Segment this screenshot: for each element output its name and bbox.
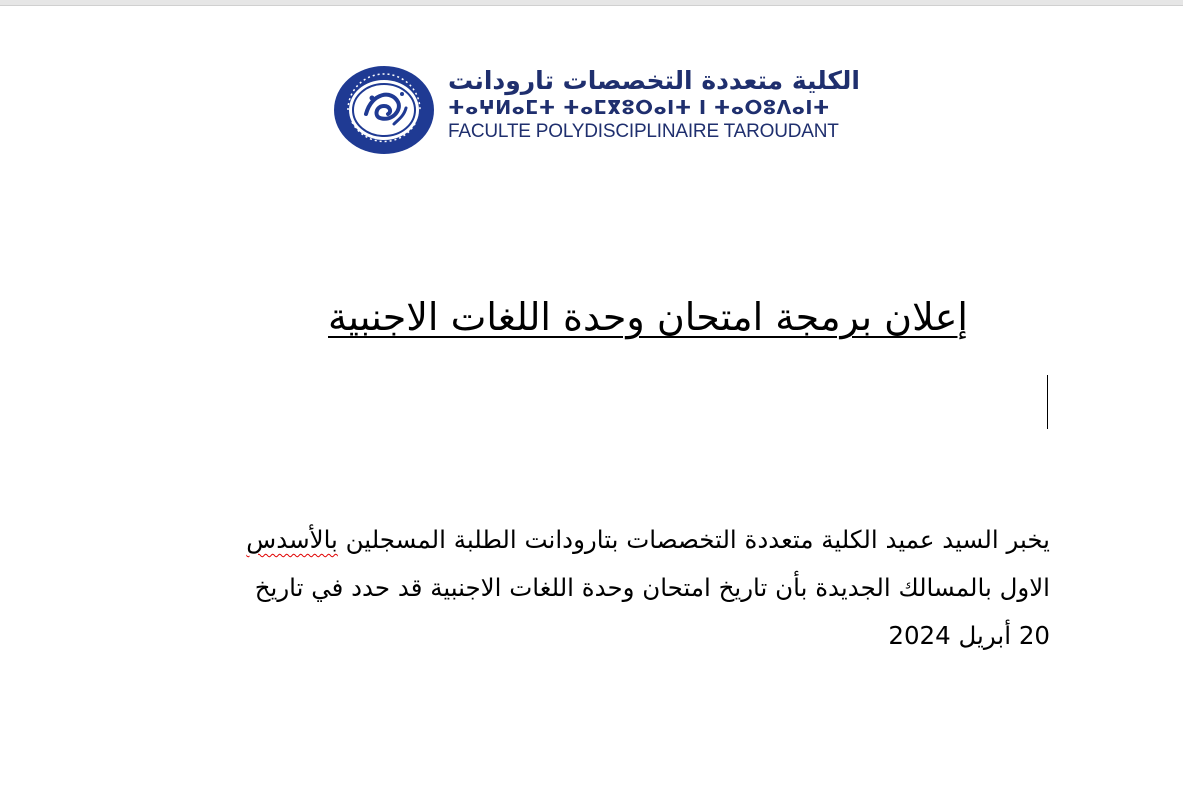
- body-line-3-date: 20 أبريل 2024: [888, 621, 1050, 650]
- faculty-name-tifinagh: ⵜⴰⵖⵍⴰⵎⵜ ⵜⴰⵎⴳⵓⵔⴰⵏⵜ ⵏ ⵜⴰⵔⵓⴷⴰⵏⵜ: [448, 97, 831, 119]
- body-line-2: الاول بالمسالك الجديدة بأن تاريخ امتحان وحدة اللغات الاجنبية قد حدد في تاريخ: [254, 573, 1050, 602]
- spellcheck-flagged-word[interactable]: بالأسدس: [246, 525, 338, 554]
- announcement-body: [130, 516, 1050, 660]
- faculty-name-arabic: الكلية متعددة التخصصات تارودانت: [448, 66, 860, 95]
- university-seal-logo: [332, 64, 436, 156]
- document-page[interactable]: [0, 6, 1183, 790]
- body-line-1: [130, 516, 1050, 564]
- body-line-1-text: يخبر السيد عميد الكلية متعددة التخصصات بتارودانت الطلبة المسجلين: [337, 525, 1050, 554]
- faculty-name-french: FACULTE POLYDISCIPLINAIRE TAROUDANT: [448, 121, 839, 142]
- letterhead-text: [448, 66, 860, 144]
- letterhead: [330, 60, 860, 160]
- text-cursor: [1047, 375, 1048, 429]
- announcement-title: إعلان برمجة امتحان وحدة اللغات الاجنبية: [328, 295, 968, 339]
